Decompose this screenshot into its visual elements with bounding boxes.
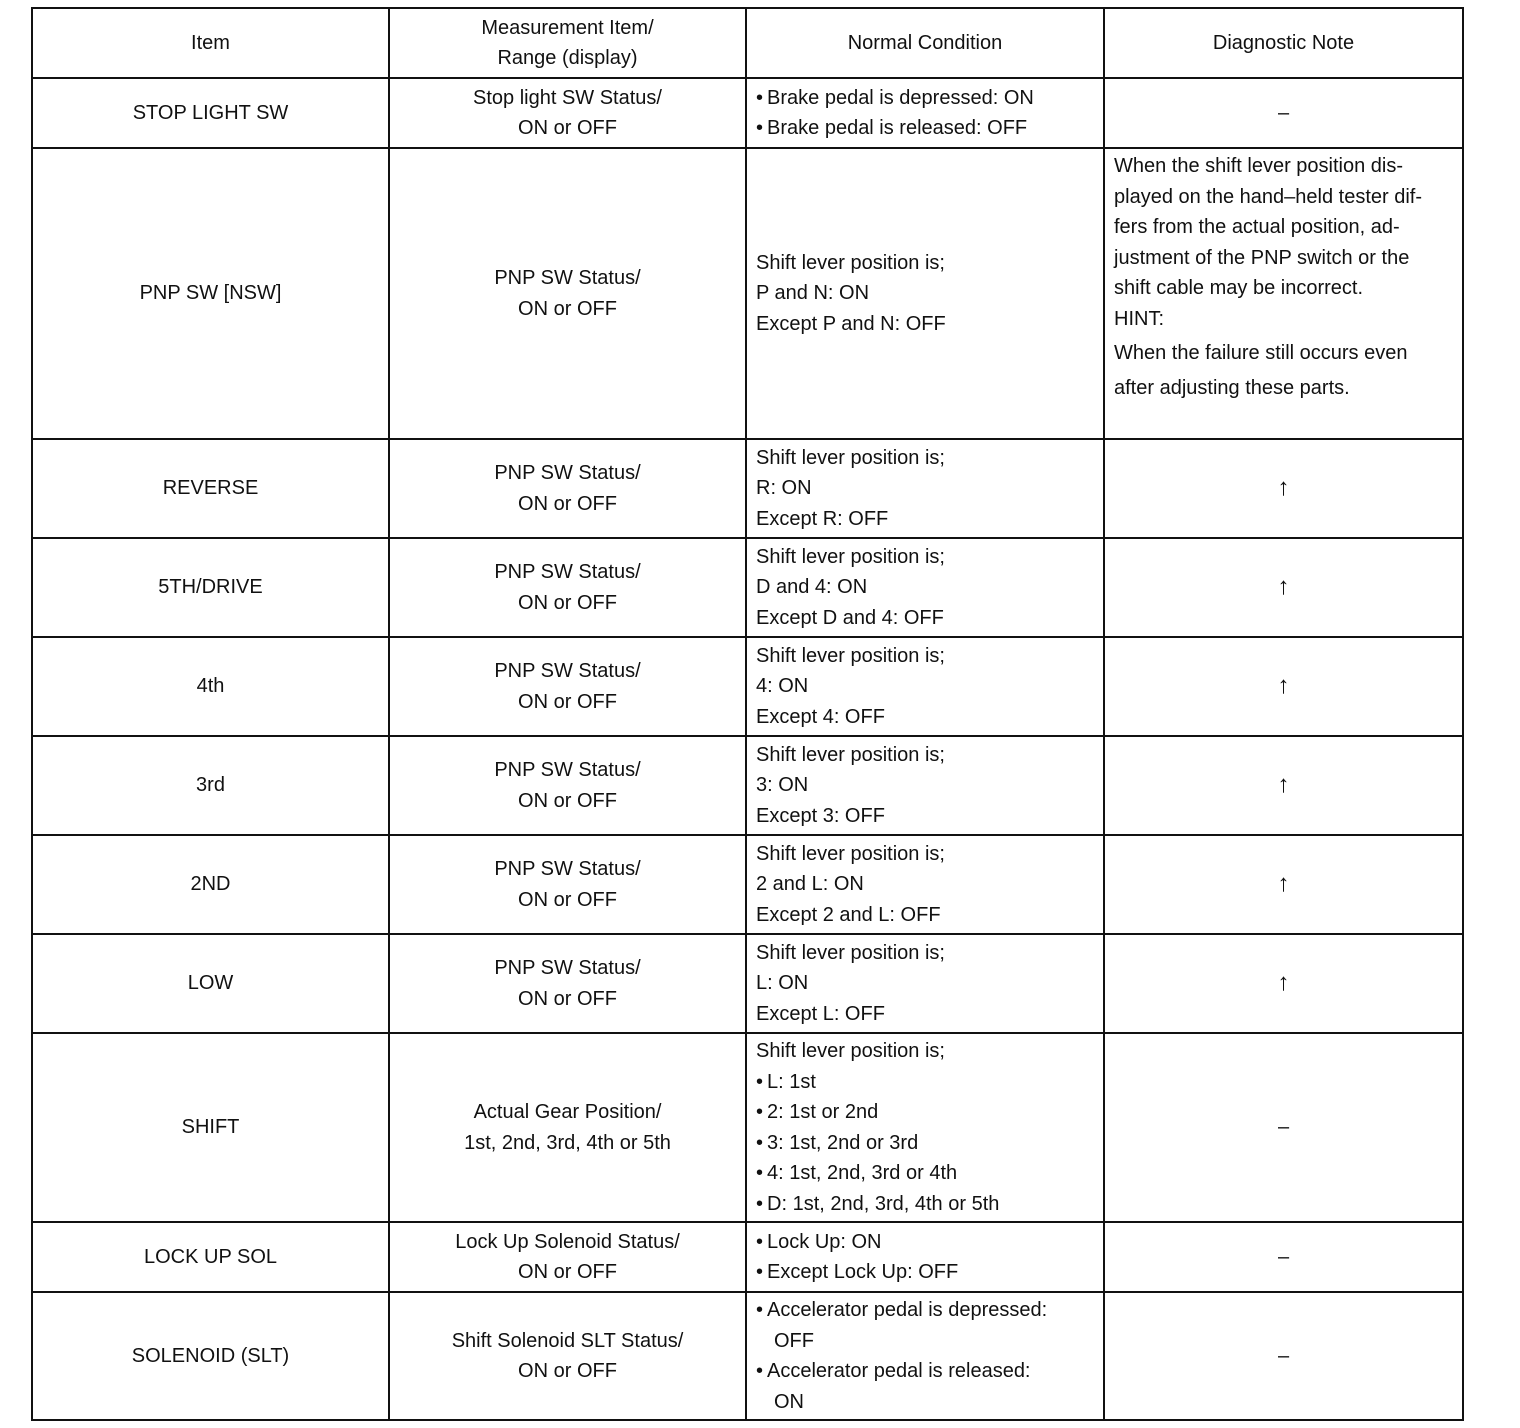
table-row	[32, 78, 1463, 148]
measurement-cell: PNP SW Status/ ON or OFF	[389, 439, 746, 538]
table-row	[32, 934, 1463, 1033]
header-item: Item	[32, 8, 389, 78]
item-cell: 4th	[32, 637, 389, 736]
item-cell: LOW	[32, 934, 389, 1033]
item-cell: STOP LIGHT SW	[32, 78, 389, 148]
measurement-cell: Lock Up Solenoid Status/ ON or OFF	[389, 1222, 746, 1292]
normal-condition-cell: Shift lever position is; R: ON Except R: OFF	[746, 439, 1104, 538]
normal-condition-cell: Shift lever position is; P and N: ON Except P and N: OFF	[746, 148, 1104, 439]
table-row	[32, 1033, 1463, 1222]
item-cell: REVERSE	[32, 439, 389, 538]
item-cell: 3rd	[32, 736, 389, 835]
normal-condition-cell: Shift lever position is; 3: ON Except 3: OFF	[746, 736, 1104, 835]
diagnostic-data-table	[31, 7, 1464, 1421]
table-row	[32, 1222, 1463, 1292]
normal-condition-cell: • Accelerator pedal is depressed: OFF • Accelerator pedal is released: ON	[746, 1292, 1104, 1420]
item-cell: 5TH/DRIVE	[32, 538, 389, 637]
diagnostic-note-cell: –	[1104, 1222, 1463, 1292]
diagnostic-note-cell: When the shift lever position dis- played on the hand–held tester dif- fers from the actual position, ad- justment of the PNP switch or the shift cable may be incorrect. HINT: When the failure still occurs even after adjusting these parts.	[1104, 148, 1463, 439]
measurement-cell: PNP SW Status/ ON or OFF	[389, 736, 746, 835]
header-normal-condition: Normal Condition	[746, 8, 1104, 78]
diagnostic-note-cell: –	[1104, 1033, 1463, 1222]
header-diagnostic-note: Diagnostic Note	[1104, 8, 1463, 78]
item-cell: LOCK UP SOL	[32, 1222, 389, 1292]
header-row	[32, 8, 1463, 78]
table-row	[32, 439, 1463, 538]
ditto-arrow-icon: ↑	[1104, 637, 1463, 736]
measurement-cell: PNP SW Status/ ON or OFF	[389, 538, 746, 637]
table-row	[32, 736, 1463, 835]
measurement-cell: PNP SW Status/ ON or OFF	[389, 637, 746, 736]
ditto-arrow-icon: ↑	[1104, 439, 1463, 538]
table-row	[32, 1292, 1463, 1420]
measurement-cell: PNP SW Status/ ON or OFF	[389, 835, 746, 934]
normal-condition-cell: • Lock Up: ON • Except Lock Up: OFF	[746, 1222, 1104, 1292]
table-row	[32, 637, 1463, 736]
measurement-cell: Stop light SW Status/ ON or OFF	[389, 78, 746, 148]
ditto-arrow-icon: ↑	[1104, 835, 1463, 934]
measurement-cell: PNP SW Status/ ON or OFF	[389, 148, 746, 439]
ditto-arrow-icon: ↑	[1104, 934, 1463, 1033]
measurement-cell: Shift Solenoid SLT Status/ ON or OFF	[389, 1292, 746, 1420]
item-cell: SHIFT	[32, 1033, 389, 1222]
measurement-cell: PNP SW Status/ ON or OFF	[389, 934, 746, 1033]
normal-condition-cell: Shift lever position is; L: ON Except L: OFF	[746, 934, 1104, 1033]
normal-condition-cell: Shift lever position is; • L: 1st • 2: 1st or 2nd • 3: 1st, 2nd or 3rd • 4: 1st, 2nd, 3rd or 4th • D: 1st, 2nd, 3rd, 4th or 5th	[746, 1033, 1104, 1222]
normal-condition-cell: Shift lever position is; 2 and L: ON Except 2 and L: OFF	[746, 835, 1104, 934]
ditto-arrow-icon: ↑	[1104, 736, 1463, 835]
table-row	[32, 148, 1463, 439]
ditto-arrow-icon: ↑	[1104, 538, 1463, 637]
normal-condition-cell: • Brake pedal is depressed: ON • Brake pedal is released: OFF	[746, 78, 1104, 148]
table-row	[32, 538, 1463, 637]
diagnostic-note-cell: –	[1104, 1292, 1463, 1420]
diagnostic-note-cell: –	[1104, 78, 1463, 148]
item-cell: SOLENOID (SLT)	[32, 1292, 389, 1420]
item-cell: 2ND	[32, 835, 389, 934]
normal-condition-cell: Shift lever position is; D and 4: ON Except D and 4: OFF	[746, 538, 1104, 637]
header-measurement: Measurement Item/ Range (display)	[389, 8, 746, 78]
normal-condition-cell: Shift lever position is; 4: ON Except 4: OFF	[746, 637, 1104, 736]
item-cell: PNP SW [NSW]	[32, 148, 389, 439]
measurement-cell: Actual Gear Position/ 1st, 2nd, 3rd, 4th or 5th	[389, 1033, 746, 1222]
table-row	[32, 835, 1463, 934]
